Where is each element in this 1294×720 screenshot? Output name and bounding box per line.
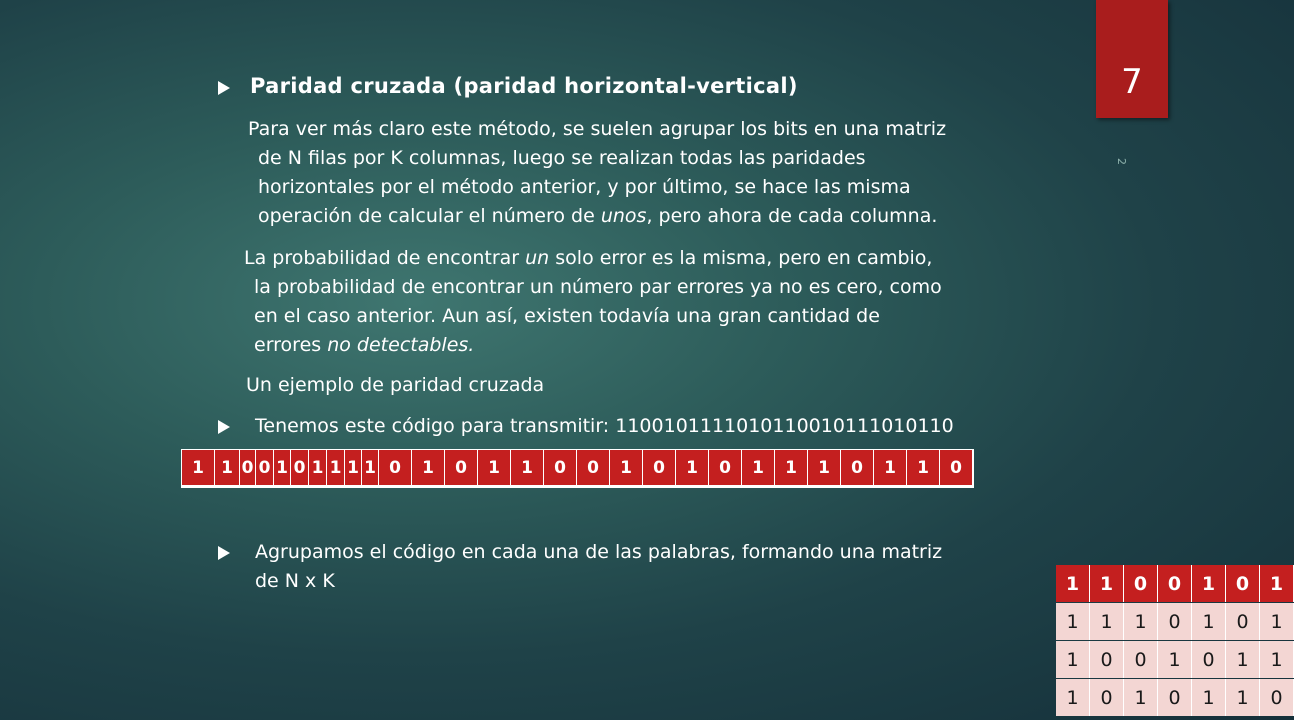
matrix-cell: 0 [1260, 679, 1294, 716]
bit-cell: 1 [274, 450, 291, 485]
matrix-cell: 0 [1158, 603, 1192, 640]
bit-cell: 0 [544, 450, 577, 485]
slide-side-mark: 2 [1115, 158, 1128, 165]
bullet-arrow-icon [218, 546, 230, 560]
bit-cell: 1 [874, 450, 907, 485]
matrix-cell: 1 [1260, 565, 1294, 602]
paragraph-line: La probabilidad de encontrar un solo error es la misma, pero en cambio, [244, 247, 933, 269]
emphasis-text: unos [600, 205, 647, 227]
bit-cell: 1 [676, 450, 709, 485]
bit-cell: 1 [327, 450, 345, 485]
matrix-cell: 0 [1124, 565, 1158, 602]
matrix-cell: 1 [1056, 603, 1090, 640]
page-number: 7 [1121, 62, 1143, 102]
paragraph-line: de N filas por K columnas, luego se realizan todas las paridades [258, 147, 866, 169]
bit-cell: 1 [775, 450, 808, 485]
bit-cell: 0 [940, 450, 973, 485]
page-number-tab [1096, 0, 1168, 118]
matrix-cell: 1 [1124, 679, 1158, 716]
paragraph-line: Agrupamos el código en cada una de las palabras, formando una matriz [255, 541, 943, 563]
bit-cell: 1 [309, 450, 327, 485]
bit-cell: 1 [610, 450, 643, 485]
bit-cell: 0 [240, 450, 256, 485]
emphasis-text: no detectables. [327, 334, 475, 356]
bit-cell: 0 [841, 450, 874, 485]
bit-cell: 0 [256, 450, 274, 485]
matrix-cell: 1 [1158, 641, 1192, 678]
matrix-cell: 0 [1226, 603, 1260, 640]
bit-cell: 1 [182, 450, 215, 485]
paragraph-line: errores no detectables. [254, 334, 475, 356]
bit-cell: 0 [379, 450, 412, 485]
matrix-cell: 0 [1124, 641, 1158, 678]
bit-cell: 1 [345, 450, 362, 485]
matrix-cell: 0 [1226, 565, 1260, 602]
matrix-row [1056, 603, 1294, 640]
matrix-cell: 1 [1056, 641, 1090, 678]
bit-cell: 0 [709, 450, 742, 485]
bullet-arrow-icon [218, 81, 230, 95]
bit-cell: 0 [577, 450, 610, 485]
matrix-cell: 1 [1192, 679, 1226, 716]
bit-cell: 1 [362, 450, 379, 485]
bit-matrix-table [1056, 565, 1294, 717]
bit-cell: 1 [412, 450, 445, 485]
matrix-row [1056, 679, 1294, 716]
matrix-cell: 1 [1192, 603, 1226, 640]
matrix-cell: 1 [1056, 565, 1090, 602]
paragraph-line: de N x K [255, 570, 335, 592]
example-line: Un ejemplo de paridad cruzada [246, 374, 545, 396]
matrix-cell: 1 [1226, 679, 1260, 716]
matrix-cell: 1 [1192, 565, 1226, 602]
matrix-row [1056, 641, 1294, 678]
bit-cell: 0 [445, 450, 478, 485]
bit-cell: 1 [742, 450, 775, 485]
bit-cell: 0 [643, 450, 676, 485]
matrix-cell: 1 [1090, 565, 1124, 602]
bullet-group-text [255, 538, 942, 596]
matrix-cell: 1 [1226, 641, 1260, 678]
paragraph-probability [244, 244, 942, 360]
matrix-cell: 1 [1260, 603, 1294, 640]
bit-cell: 0 [291, 450, 309, 485]
matrix-cell: 0 [1090, 679, 1124, 716]
bit-cell: 1 [215, 450, 240, 485]
matrix-cell: 0 [1192, 641, 1226, 678]
matrix-header-row [1056, 565, 1294, 602]
paragraph-line: horizontales por el método anterior, y por último, se hace las misma [258, 176, 911, 198]
matrix-cell: 1 [1090, 603, 1124, 640]
paragraph-matrix-description [248, 115, 946, 231]
matrix-cell: 1 [1124, 603, 1158, 640]
matrix-cell: 0 [1158, 679, 1192, 716]
matrix-cell: 0 [1158, 565, 1192, 602]
bit-cell: 1 [478, 450, 511, 485]
bit-cell: 1 [907, 450, 940, 485]
matrix-cell: 0 [1090, 641, 1124, 678]
bit-sequence-row [181, 449, 974, 488]
matrix-cell: 1 [1056, 679, 1090, 716]
bullet-code-text: Tenemos este código para transmitir: 1100101111010110010111010110 [255, 415, 954, 437]
bit-cell: 1 [511, 450, 544, 485]
matrix-cell: 1 [1260, 641, 1294, 678]
paragraph-line: Para ver más claro este método, se suelen agrupar los bits en una matriz [248, 118, 947, 140]
paragraph-line: en el caso anterior. Aun así, existen todavía una gran cantidad de [254, 305, 880, 327]
paragraph-line: la probabilidad de encontrar un número par errores ya no es cero, como [254, 276, 942, 298]
emphasis-text: un [525, 247, 550, 269]
bit-cell: 1 [808, 450, 841, 485]
paragraph-line: operación de calcular el número de unos, pero ahora de cada columna. [258, 205, 938, 227]
slide-heading: Paridad cruzada (paridad horizontal-vertical) [250, 74, 798, 98]
bullet-arrow-icon [218, 420, 230, 434]
